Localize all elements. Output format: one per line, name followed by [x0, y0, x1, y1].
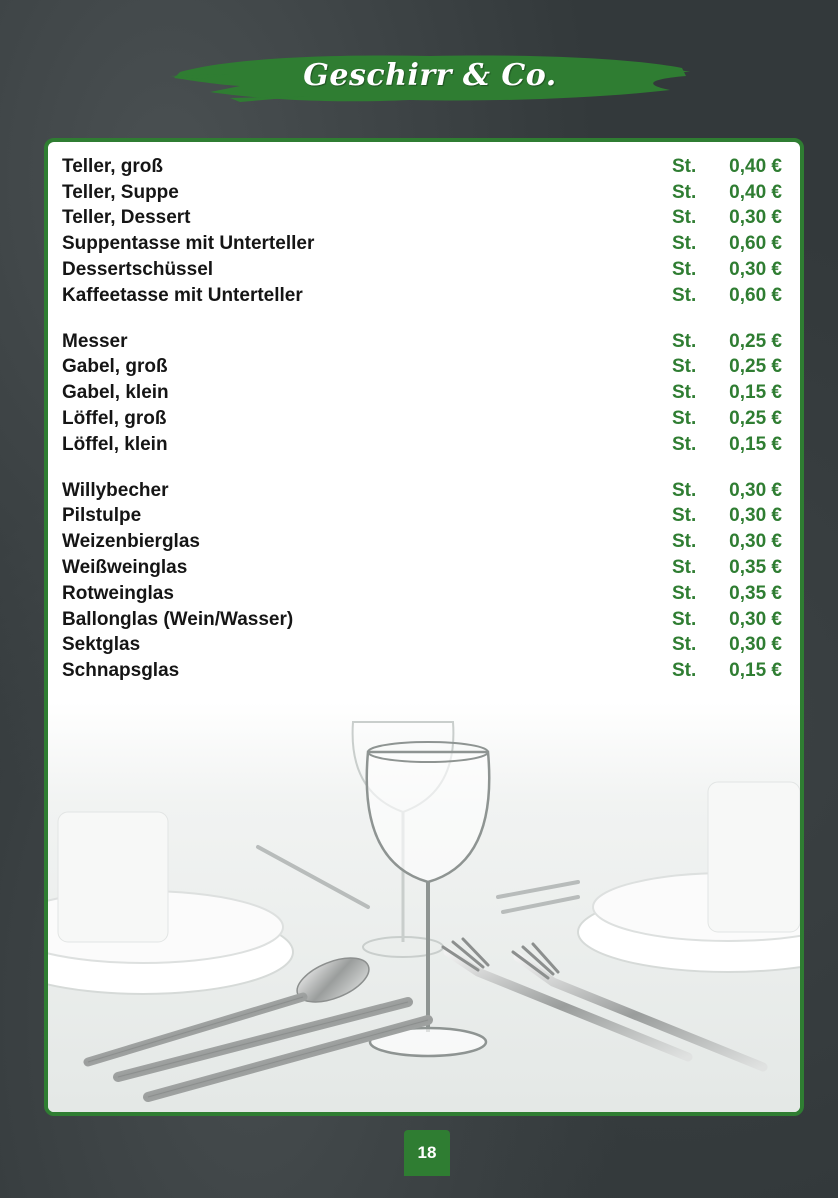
- item-unit: St.: [672, 233, 697, 255]
- list-item: [62, 529, 782, 555]
- item-unit: St.: [672, 181, 697, 203]
- page-number: 18: [404, 1130, 450, 1176]
- item-name: Sektglas: [62, 634, 141, 656]
- item-price: 0,35 €: [729, 582, 782, 604]
- item-price: 0,30 €: [729, 479, 782, 501]
- item-price: 0,30 €: [729, 207, 782, 229]
- item-unit: St.: [672, 479, 697, 501]
- list-item: [62, 607, 782, 633]
- list-item: [62, 231, 782, 257]
- item-unit: St.: [672, 582, 697, 604]
- item-group: [62, 329, 782, 458]
- item-name: Löffel, klein: [62, 433, 168, 455]
- item-group: [62, 478, 782, 684]
- item-name: Ballonglas (Wein/Wasser): [62, 608, 294, 630]
- item-unit: St.: [672, 284, 697, 306]
- list-item: [62, 406, 782, 432]
- list-item: [62, 478, 782, 504]
- item-name: Dessertschüssel: [62, 259, 214, 281]
- item-name: Gabel, klein: [62, 382, 169, 404]
- item-price: 0,15 €: [729, 382, 782, 404]
- list-item: [62, 180, 782, 206]
- item-unit: St.: [672, 408, 697, 430]
- list-item: [62, 581, 782, 607]
- page-title: Geschirr & Co.: [303, 57, 557, 93]
- list-item: [62, 206, 782, 232]
- item-name: Gabel, groß: [62, 356, 168, 378]
- item-name: Löffel, groß: [62, 408, 167, 430]
- list-item: [62, 355, 782, 381]
- item-name: Teller, Suppe: [62, 181, 179, 203]
- price-list: [62, 154, 782, 704]
- item-unit: St.: [672, 155, 697, 177]
- list-item: [62, 283, 782, 309]
- list-item: [62, 257, 782, 283]
- item-price: 0,30 €: [729, 608, 782, 630]
- price-list-panel: [44, 138, 804, 1116]
- item-name: Suppentasse mit Unterteller: [62, 233, 315, 255]
- item-unit: St.: [672, 382, 697, 404]
- item-price: 0,30 €: [729, 634, 782, 656]
- item-price: 0,40 €: [729, 155, 782, 177]
- list-item: [62, 432, 782, 458]
- item-unit: St.: [672, 330, 697, 352]
- item-price: 0,25 €: [729, 330, 782, 352]
- item-unit: St.: [672, 207, 697, 229]
- item-name: Teller, groß: [62, 155, 164, 177]
- item-price: 0,30 €: [729, 531, 782, 553]
- item-price: 0,15 €: [729, 433, 782, 455]
- item-unit: St.: [672, 531, 697, 553]
- item-name: Kaffeetasse mit Unterteller: [62, 284, 303, 306]
- list-item: [62, 380, 782, 406]
- item-name: Weißweinglas: [62, 557, 188, 579]
- item-price: 0,60 €: [729, 284, 782, 306]
- item-unit: St.: [672, 505, 697, 527]
- item-price: 0,60 €: [729, 233, 782, 255]
- item-name: Rotweinglas: [62, 582, 174, 604]
- list-item: [62, 633, 782, 659]
- item-price: 0,30 €: [729, 505, 782, 527]
- item-price: 0,35 €: [729, 557, 782, 579]
- item-unit: St.: [672, 660, 697, 682]
- item-price: 0,25 €: [729, 408, 782, 430]
- item-group: [62, 154, 782, 309]
- item-name: Willybecher: [62, 479, 169, 501]
- list-item: [62, 154, 782, 180]
- item-unit: St.: [672, 433, 697, 455]
- table-setting-photo: [48, 702, 800, 1112]
- item-unit: St.: [672, 608, 697, 630]
- item-price: 0,15 €: [729, 660, 782, 682]
- list-item: [62, 329, 782, 355]
- list-item: [62, 504, 782, 530]
- item-name: Messer: [62, 330, 128, 352]
- item-name: Schnapsglas: [62, 660, 180, 682]
- item-name: Pilstulpe: [62, 505, 142, 527]
- item-price: 0,30 €: [729, 259, 782, 281]
- item-unit: St.: [672, 634, 697, 656]
- list-item: [62, 658, 782, 684]
- item-name: Teller, Dessert: [62, 207, 191, 229]
- item-unit: St.: [672, 557, 697, 579]
- title-banner: [170, 46, 690, 110]
- item-price: 0,25 €: [729, 356, 782, 378]
- item-price: 0,40 €: [729, 181, 782, 203]
- item-unit: St.: [672, 356, 697, 378]
- list-item: [62, 555, 782, 581]
- item-name: Weizenbierglas: [62, 531, 200, 553]
- item-unit: St.: [672, 259, 697, 281]
